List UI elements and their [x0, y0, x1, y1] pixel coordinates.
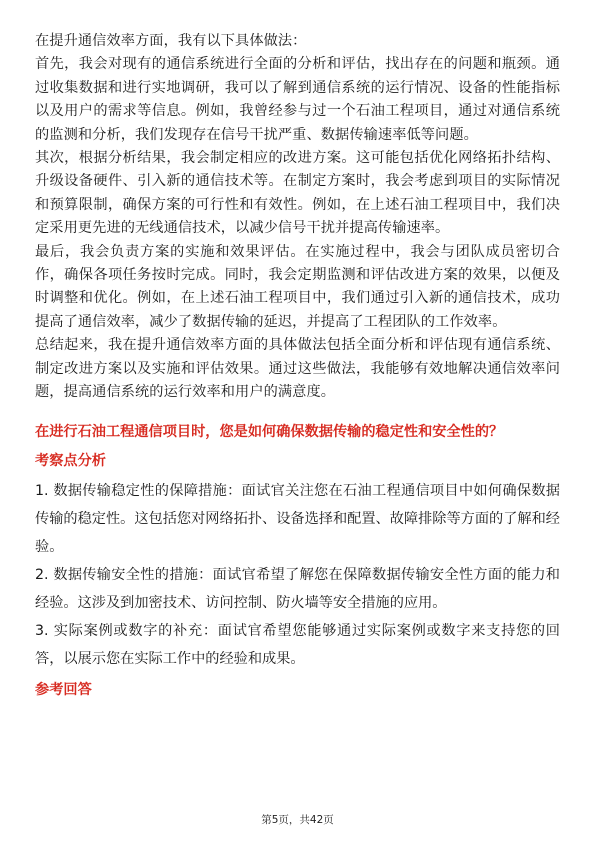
analysis-item-2: 2. 数据传输安全性的措施：面试官希望了解您在保障数据传输安全性方面的能力和经验。这涉及到加密技术、访问控制、防火墙等安全措施的应用。	[35, 566, 560, 611]
reference-heading: 参考回答	[35, 681, 92, 698]
answer-intro: 在提升通信效率方面，我有以下具体做法：	[35, 33, 307, 49]
answer-paragraph-1: 首先，我会对现有的通信系统进行全面的分析和评估，找出存在的问题和瓶颈。通过收集数据和进行实地调研，我可以了解到通信系统的运行情况、设备的性能指标以及用户的需求等信息。例如，我曾经参与过一个石油工程项目，通过对通信系统的监测和分析，我们发现存在信号干扰严重、数据传输速率低等问题。	[35, 56, 560, 143]
answer-paragraph-4: 总结起来，我在提升通信效率方面的具体做法包括全面分析和评估现有通信系统、制定改进方案以及实施和评估效果。通过这些做法，我能够有效地解决通信效率问题，提高通信系统的运行效率和用户的满意度。	[35, 337, 560, 401]
page-number: 第5页，共42页	[261, 814, 334, 826]
analysis-heading: 考察点分析	[35, 452, 106, 469]
answer-paragraph-2: 其次，根据分析结果，我会制定相应的改进方案。这可能包括优化网络拓扑结构、升级设备硬件、引入新的通信技术等。在制定方案时，我会考虑到项目的实际情况和预算限制，确保方案的可行性和有效性。例如，在上述石油工程项目中，我们决定采用更先进的无线通信技术，以减少信号干扰并提高传输速率。	[35, 150, 560, 237]
answer-paragraph-3: 最后，我会负责方案的实施和效果评估。在实施过程中，我会与团队成员密切合作，确保各项任务按时完成。同时，我会定期监测和评估改进方案的效果，以便及时调整和优化。例如，在上述石油工程项目中，我们通过引入新的通信技术，成功提高了通信效率，减少了数据传输的延迟，并提高了工程团队的工作效率。	[35, 243, 560, 330]
question-title: 在进行石油工程通信项目时，您是如何确保数据传输的稳定性和安全性的？	[35, 423, 504, 440]
analysis-item-3: 3. 实际案例或数字的补充：面试官希望您能够通过实际案例或数字来支持您的回答，以展示您在实际工作中的经验和成果。	[35, 622, 560, 667]
analysis-item-1: 1. 数据传输稳定性的保障措施：面试官关注您在石油工程通信项目中如何确保数据传输的稳定性。这包括您对网络拓扑、设备选择和配置、故障排除等方面的了解和经验。	[35, 482, 560, 555]
